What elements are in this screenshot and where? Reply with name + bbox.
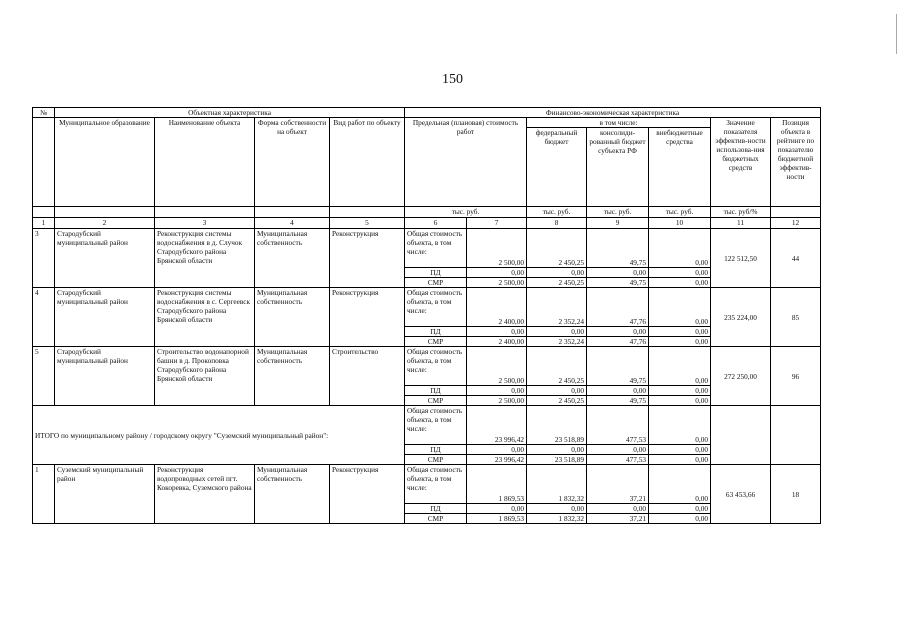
financial-table [32, 107, 821, 524]
col-number: 4 [255, 218, 330, 229]
cost-consolidated: 0,00 [587, 504, 649, 514]
cost-consolidated: 49,75 [587, 347, 649, 386]
header-extrabudgetary: внебюджетные средства [649, 128, 711, 207]
cost-total: 2 500,00 [467, 278, 527, 288]
header-consolidated: консолиди-рованный бюджет субъекта РФ [587, 128, 649, 207]
header-municipality: Муниципальное образование [55, 118, 155, 207]
row-ownership: Муниципальная собственность [255, 347, 330, 406]
row-rating: 18 [771, 465, 821, 524]
header-no: № [33, 108, 55, 118]
cost-total: 2 400,00 [467, 288, 527, 327]
cost-total: 1 869,53 [467, 514, 527, 524]
col-number: 11 [711, 218, 771, 229]
cost-total: 23 996,42 [467, 406, 527, 445]
col-number: 3 [155, 218, 255, 229]
row-ownership: Муниципальная собственность [255, 229, 330, 288]
cost-extrabudgetary: 0,00 [649, 445, 711, 455]
row-object-name: Реконструкция водопроводных сетей пгт. Кокоревка, Суземского района [155, 465, 255, 524]
cost-consolidated: 47,76 [587, 288, 649, 327]
cost-consolidated: 49,75 [587, 396, 649, 406]
header-ownership: Форма собственности на объект [255, 118, 330, 207]
row-municipality: Стародубский муниципальный район [55, 229, 155, 288]
cost-consolidated: 0,00 [587, 327, 649, 337]
unit-cell: тыс. руб. [587, 207, 649, 218]
cost-federal: 0,00 [527, 327, 587, 337]
cost-federal: 2 352,24 [527, 288, 587, 327]
page-number: 150 [442, 72, 463, 87]
cost-total: 2 500,00 [467, 396, 527, 406]
col-number: 9 [587, 218, 649, 229]
cost-total: 0,00 [467, 504, 527, 514]
row-rating: 96 [771, 347, 821, 406]
col-number: 1 [33, 218, 55, 229]
row-number: 4 [33, 288, 55, 347]
row-municipality: Суземский муниципальный район [55, 465, 155, 524]
total-label: ИТОГО по муниципальному району / городскому округу "Суземский муниципальный район": [33, 406, 405, 465]
cost-extrabudgetary: 0,00 [649, 514, 711, 524]
unit-cell: тыс. руб. [527, 207, 587, 218]
cost-federal: 1 832,32 [527, 514, 587, 524]
row-ownership: Муниципальная собственность [255, 465, 330, 524]
col-number: 7 [467, 218, 527, 229]
header-federal: федеральный бюджет [527, 128, 587, 207]
table-row [33, 229, 821, 268]
header-including: в том числе: [527, 118, 711, 128]
cost-label: Общая стоимость объекта, в том числе: [405, 465, 467, 504]
table-row [33, 288, 821, 327]
cost-federal: 0,00 [527, 504, 587, 514]
cost-total: 1 869,53 [467, 465, 527, 504]
cost-total: 2 500,00 [467, 229, 527, 268]
row-efficiency: 122 512,50 [711, 229, 771, 288]
cost-extrabudgetary: 0,00 [649, 268, 711, 278]
row-number: 3 [33, 229, 55, 288]
row-municipality: Стародубский муниципальный район [55, 347, 155, 406]
cost-label: СМР [405, 455, 467, 465]
cost-label: ПД [405, 327, 467, 337]
cost-federal: 1 832,32 [527, 465, 587, 504]
col-number: 6 [405, 218, 467, 229]
cost-federal: 0,00 [527, 445, 587, 455]
row-municipality: Стародубский муниципальный район [55, 288, 155, 347]
header-object-group: Объектная характеристика [55, 108, 405, 118]
cost-consolidated: 49,75 [587, 278, 649, 288]
row-object-name: Реконструкция системы водоснабжения в с. Сергеевск Стародубского района Брянской области [155, 288, 255, 347]
row-work-type: Реконструкция [330, 465, 405, 524]
cost-label: ПД [405, 445, 467, 455]
cost-extrabudgetary: 0,00 [649, 455, 711, 465]
total-row [33, 406, 821, 445]
col-number: 12 [771, 218, 821, 229]
cost-federal: 2 450,25 [527, 278, 587, 288]
cost-label: Общая стоимость объекта, в том числе: [405, 229, 467, 268]
unit-cell: тыс. руб/% [711, 207, 771, 218]
cost-total: 0,00 [467, 327, 527, 337]
cost-total: 23 996,42 [467, 455, 527, 465]
cost-federal: 23 518,89 [527, 455, 587, 465]
table-row [33, 465, 821, 504]
cost-consolidated: 0,00 [587, 268, 649, 278]
cost-consolidated: 0,00 [587, 445, 649, 455]
cost-extrabudgetary: 0,00 [649, 396, 711, 406]
cost-extrabudgetary: 0,00 [649, 278, 711, 288]
row-work-type: Строительство [330, 347, 405, 406]
cost-extrabudgetary: 0,00 [649, 504, 711, 514]
header-object-name: Наименование объекта [155, 118, 255, 207]
row-work-type: Реконструкция [330, 288, 405, 347]
row-object-name: Строительство водонапорной башни в д. Прокоповка Стародубского района Брянской области [155, 347, 255, 406]
cost-label: ПД [405, 504, 467, 514]
header-financial-group: Финансово-экономическая характеристика [405, 108, 821, 118]
cost-label: ПД [405, 268, 467, 278]
cost-consolidated: 37,21 [587, 514, 649, 524]
cost-consolidated: 0,00 [587, 386, 649, 396]
header-planned-cost: Предельная (плановая) стоимость работ [405, 118, 527, 207]
cost-consolidated: 49,75 [587, 229, 649, 268]
cost-consolidated: 477,53 [587, 455, 649, 465]
col-number: 10 [649, 218, 711, 229]
cost-federal: 23 518,89 [527, 406, 587, 445]
cost-label: СМР [405, 337, 467, 347]
cost-federal: 0,00 [527, 268, 587, 278]
row-object-name: Реконструкция системы водоснабжения в д. Случок Стародубского района Брянской области [155, 229, 255, 288]
total-efficiency [711, 406, 771, 465]
row-rating: 44 [771, 229, 821, 288]
cost-extrabudgetary: 0,00 [649, 347, 711, 386]
cost-total: 0,00 [467, 445, 527, 455]
cost-federal: 2 450,25 [527, 396, 587, 406]
row-rating: 85 [771, 288, 821, 347]
row-efficiency: 63 453,66 [711, 465, 771, 524]
table-body [33, 229, 821, 524]
cost-total: 0,00 [467, 386, 527, 396]
cost-label: ПД [405, 386, 467, 396]
table-head [33, 108, 821, 229]
header-work-type: Вид работ по объекту [330, 118, 405, 207]
cost-label: СМР [405, 514, 467, 524]
cost-federal: 2 450,25 [527, 229, 587, 268]
cost-federal: 0,00 [527, 386, 587, 396]
cost-federal: 2 352,24 [527, 337, 587, 347]
unit-cell: тыс. руб. [649, 207, 711, 218]
cost-extrabudgetary: 0,00 [649, 288, 711, 327]
cost-total: 2 400,00 [467, 337, 527, 347]
cost-extrabudgetary: 0,00 [649, 337, 711, 347]
cost-label: Общая стоимость объекта, в том числе: [405, 406, 467, 445]
cost-federal: 2 450,25 [527, 347, 587, 386]
cost-total: 0,00 [467, 268, 527, 278]
row-number: 1 [33, 465, 55, 524]
header-rating: Позиция объекта в рейтинге по показателю бюджетной эффектив-ности [771, 118, 821, 207]
column-number-row [33, 218, 821, 229]
col-number: 8 [527, 218, 587, 229]
cost-extrabudgetary: 0,00 [649, 327, 711, 337]
cost-consolidated: 47,76 [587, 337, 649, 347]
unit-cell: тыс. руб. [405, 207, 527, 218]
col-number: 2 [55, 218, 155, 229]
header-blank [33, 118, 55, 207]
cost-extrabudgetary: 0,00 [649, 229, 711, 268]
cost-extrabudgetary: 0,00 [649, 465, 711, 504]
row-number: 5 [33, 347, 55, 406]
cost-extrabudgetary: 0,00 [649, 406, 711, 445]
cost-label: СМР [405, 278, 467, 288]
table-row [33, 347, 821, 386]
row-work-type: Реконструкция [330, 229, 405, 288]
cost-label: Общая стоимость объекта, в том числе: [405, 347, 467, 386]
cost-label: Общая стоимость объекта, в том числе: [405, 288, 467, 327]
row-ownership: Муниципальная собственность [255, 288, 330, 347]
cost-label: СМР [405, 396, 467, 406]
row-efficiency: 272 250,00 [711, 347, 771, 406]
header-efficiency: Значение показателя эффектив-ности использова-ния бюджетных средств [711, 118, 771, 207]
cost-extrabudgetary: 0,00 [649, 386, 711, 396]
col-number: 5 [330, 218, 405, 229]
cost-consolidated: 477,53 [587, 406, 649, 445]
cost-total: 2 500,00 [467, 347, 527, 386]
cost-consolidated: 37,21 [587, 465, 649, 504]
row-efficiency: 235 224,00 [711, 288, 771, 347]
total-rating [771, 406, 821, 465]
scan-edge-mark [896, 14, 899, 54]
